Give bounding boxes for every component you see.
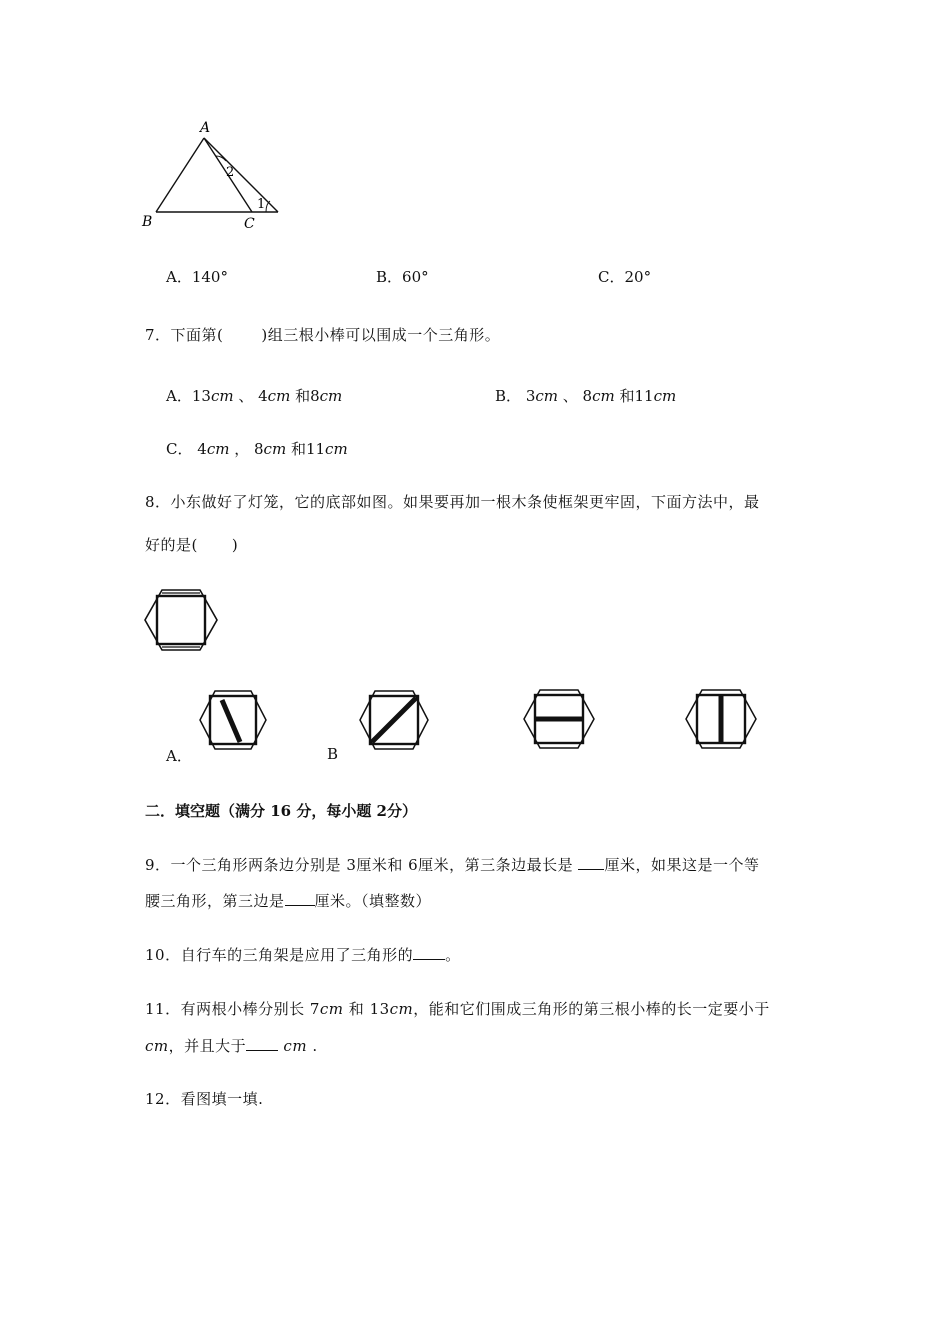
q7-b-s2: 和 [614,387,635,405]
q12-number: 12． [145,1090,181,1108]
q7-a-u1: cm [210,387,234,405]
q9-blank-1[interactable] [578,868,604,870]
q7-option-b-letter: B． [495,387,522,405]
q12-stem [145,1088,263,1109]
q7-option-b[interactable] [495,385,676,406]
q8-option-d-figure[interactable] [684,688,758,750]
q7-a-s1: 、 [233,387,254,405]
q10-text-a: 自行车的三角架是应用了三角形的 [180,946,414,964]
label-a: A [200,120,211,136]
q10-stem [145,944,461,965]
q7-stem-before: 下面第( [170,326,224,344]
q7-a-v2: 4 [258,387,268,405]
q7-b-v2: 8 [582,387,593,405]
q8-option-a-label[interactable]: A． [166,747,192,765]
q11-line1-b: 和 13 [343,1000,390,1018]
q7-b-v3: 11 [634,387,654,405]
q7-c-v1: 4 [197,440,207,458]
q6-option-a-text: 140° [191,268,228,286]
q6-option-b[interactable] [376,266,429,287]
q6-option-a-letter: A． [166,268,192,286]
q6-option-b-text: 60° [402,268,429,286]
q7-a-v1: 13 [191,387,211,405]
q8-stem-line1 [145,491,760,512]
q11-unit-4: cm [283,1037,308,1055]
label-angle-1: 1 [257,197,266,212]
q7-c-u3: cm [325,440,348,458]
q6-option-a[interactable] [166,266,228,287]
q7-option-c-letter: C． [166,440,193,458]
q7-c-s2: 和 [286,440,306,458]
q7-c-v2: 8 [254,440,264,458]
q7-b-v1: 3 [525,387,536,405]
q8-stem-line2 [145,534,238,555]
q10-blank[interactable] [413,958,445,960]
q8-line2-before: 好的是( [145,536,198,554]
q11-unit-2: cm [389,1000,414,1018]
section-2-title: 二．填空题（满分 16 分，每小题 2分） [145,802,417,820]
q9-line2 [145,890,431,911]
q8-line1: 小东做好了灯笼，它的底部如图。如果要再加一根木条使框架更牢固，下面方法中，最 [170,493,760,511]
q7-option-a[interactable] [166,385,342,406]
q7-a-u2: cm [267,387,291,405]
q8-option-b-label[interactable]: B [327,745,339,763]
label-angle-2: 2 [226,165,235,180]
q6-option-c[interactable] [598,266,651,287]
q10-text-b: 。 [445,946,461,964]
q9-number: 9． [145,856,171,874]
q7-b-s1: 、 [557,387,578,405]
lantern-base-figure [143,588,219,652]
q7-a-s2: 和 [290,387,311,405]
q11-number: 11． [145,1000,181,1018]
label-c: C [244,216,255,232]
q7-c-u1: cm [206,440,230,458]
q8-option-b-figure[interactable] [358,688,430,752]
side-ad [204,138,278,212]
q9-blank-2[interactable] [285,904,315,906]
q11-line1-c: ，能和它们围成三角形的第三根小棒的长一定要小于 [413,1000,770,1018]
inner-square [157,596,205,644]
q11-line2 [145,1035,318,1056]
added-bar [372,698,416,742]
q8-option-c-figure[interactable] [522,688,596,750]
q6-option-b-letter: B． [376,268,403,286]
q9-line2-b: 厘米。（填整数） [314,892,432,910]
q10-number: 10． [145,946,181,964]
q11-line2-b: . [307,1037,318,1055]
q7-c-v3: 11 [305,440,326,458]
q11-unit-1: cm [319,1000,344,1018]
q9-line1-a: 一个三角形两条边分别是 3厘米和 6厘米，第三条边最长是 [170,856,579,874]
q11-line2-a: ，并且大于 [168,1037,247,1055]
q11-line1 [145,998,770,1019]
q7-stem [145,324,500,345]
added-bar [222,700,240,742]
q7-c-s1: ， [229,440,250,458]
q7-stem-after: )组三根小棒可以围成一个三角形。 [261,326,501,344]
q8-number: 8． [145,493,171,511]
q7-b-u2: cm [592,387,615,405]
q7-b-u1: cm [535,387,558,405]
q6-option-c-text: 20° [624,268,652,286]
triangle-figure [140,118,290,233]
side-ab [156,138,204,212]
q7-number: 7． [145,326,171,344]
label-b: B [142,214,153,230]
q9-line1 [145,854,759,875]
q7-a-u3: cm [319,387,343,405]
q11-line1-a: 有两根小棒分别长 7 [180,1000,320,1018]
q7-option-a-letter: A． [166,387,192,405]
q9-line1-b: 厘米，如果这是一个等 [604,856,760,874]
q8-line2-after: ) [231,536,239,554]
q8-option-a-figure[interactable] [198,688,268,752]
q12-text: 看图填一填. [180,1090,264,1108]
q7-b-u3: cm [653,387,677,405]
q7-option-c[interactable] [166,438,348,459]
q9-line2-a: 腰三角形，第三边是 [145,892,285,910]
q7-a-v3: 8 [310,387,320,405]
q11-blank[interactable] [246,1049,278,1051]
q7-c-u2: cm [263,440,287,458]
q11-unit-3: cm [145,1037,169,1055]
q6-option-c-letter: C． [598,268,625,286]
